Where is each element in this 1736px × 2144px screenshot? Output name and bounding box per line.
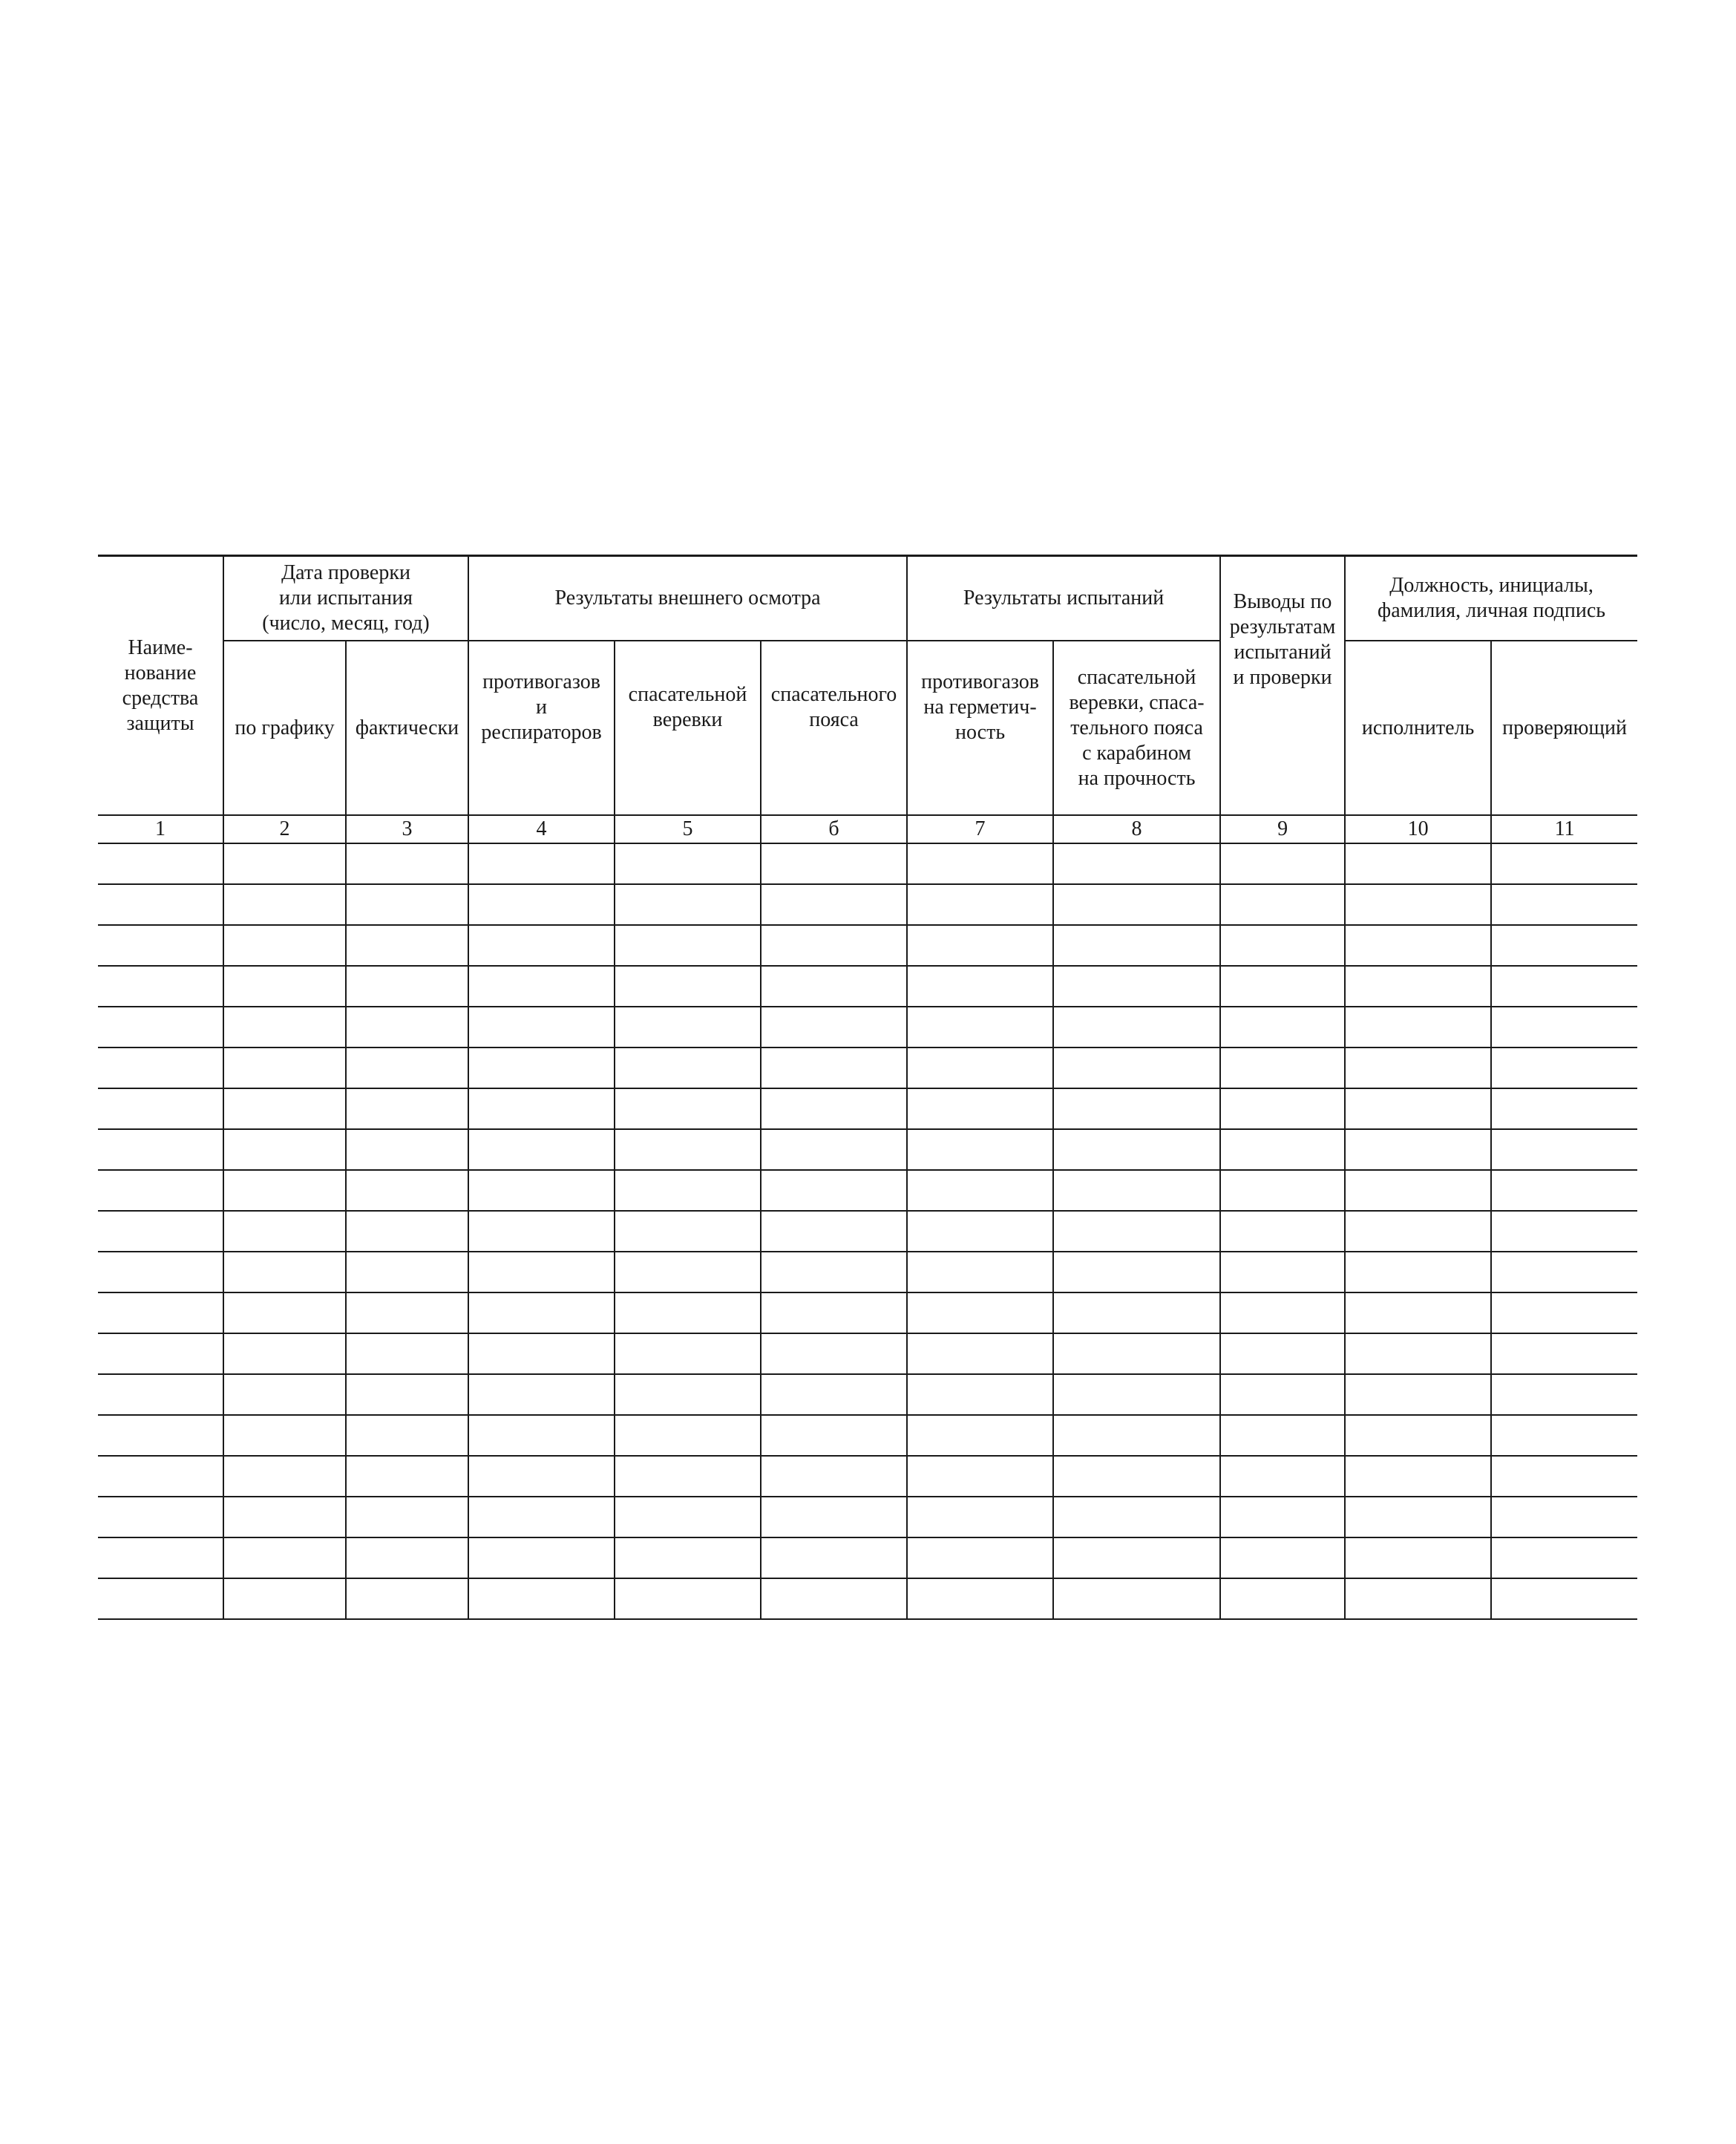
table-cell[interactable] [346, 884, 468, 925]
table-cell[interactable] [1053, 1415, 1220, 1456]
table-cell[interactable] [1053, 1129, 1220, 1170]
table-cell[interactable] [907, 843, 1053, 884]
inspection-log-sheet [98, 555, 1637, 1620]
table-row [98, 1456, 1637, 1497]
table-cell[interactable] [98, 1211, 223, 1252]
table-cell[interactable] [346, 1007, 468, 1048]
table-cell[interactable] [468, 1170, 615, 1211]
table-cell[interactable] [907, 1048, 1053, 1088]
inspection-log-table [98, 555, 1637, 1620]
table-cell[interactable] [907, 1374, 1053, 1415]
table-cell[interactable] [223, 1497, 346, 1537]
table-cell[interactable] [98, 843, 223, 884]
header-rescue-rope: спасательной веревки [615, 641, 761, 815]
table-cell[interactable] [223, 1537, 346, 1578]
table-cell[interactable] [1345, 1292, 1491, 1333]
column-number: 3 [346, 815, 468, 843]
table-cell[interactable] [1491, 1252, 1637, 1292]
table-cell[interactable] [1345, 1415, 1491, 1456]
table-cell[interactable] [346, 1292, 468, 1333]
table-cell[interactable] [615, 1497, 761, 1537]
table-cell[interactable] [761, 966, 907, 1007]
table-cell[interactable] [1053, 1007, 1220, 1048]
column-number: б [761, 815, 907, 843]
header-conclusions: Выводы по результатам испытаний и проверки [1220, 556, 1345, 816]
table-cell[interactable] [1053, 925, 1220, 966]
table-cell[interactable] [346, 1333, 468, 1374]
table-cell[interactable] [615, 1170, 761, 1211]
table-cell[interactable] [468, 1211, 615, 1252]
table-cell[interactable] [346, 966, 468, 1007]
table-cell[interactable] [1345, 1333, 1491, 1374]
table-cell[interactable] [468, 1292, 615, 1333]
column-number: 1 [98, 815, 223, 843]
table-cell[interactable] [1491, 884, 1637, 925]
table-cell[interactable] [1491, 1048, 1637, 1088]
table-cell[interactable] [223, 1578, 346, 1619]
table-cell[interactable] [615, 884, 761, 925]
column-number: 4 [468, 815, 615, 843]
table-cell[interactable] [615, 1048, 761, 1088]
table-cell[interactable] [907, 1456, 1053, 1497]
table-cell[interactable] [468, 1252, 615, 1292]
table-cell[interactable] [1220, 1415, 1345, 1456]
table-cell[interactable] [346, 1537, 468, 1578]
table-cell[interactable] [1220, 1537, 1345, 1578]
table-cell[interactable] [1345, 1129, 1491, 1170]
table-cell[interactable] [761, 1252, 907, 1292]
table-cell[interactable] [1220, 1374, 1345, 1415]
table-cell[interactable] [1345, 1252, 1491, 1292]
column-number: 11 [1491, 815, 1637, 843]
table-cell[interactable] [615, 925, 761, 966]
table-cell[interactable] [615, 966, 761, 1007]
table-cell[interactable] [1053, 884, 1220, 925]
table-cell[interactable] [1053, 1374, 1220, 1415]
table-cell[interactable] [907, 966, 1053, 1007]
header-rope-belt-strength: спасательной веревки, спаса- тельного пояса с карабином на прочность [1053, 641, 1220, 815]
table-cell[interactable] [907, 1252, 1053, 1292]
table-cell[interactable] [1053, 1088, 1220, 1129]
table-cell[interactable] [98, 1007, 223, 1048]
table-cell[interactable] [761, 1415, 907, 1456]
table-row [98, 1088, 1637, 1129]
table-cell[interactable] [1220, 884, 1345, 925]
table-row [98, 1170, 1637, 1211]
table-cell[interactable] [1345, 966, 1491, 1007]
table-cell[interactable] [468, 1333, 615, 1374]
column-number: 7 [907, 815, 1053, 843]
table-cell[interactable] [761, 1170, 907, 1211]
table-cell[interactable] [1220, 1578, 1345, 1619]
table-cell[interactable] [468, 1415, 615, 1456]
header-actual: фактически [346, 641, 468, 815]
table-cell[interactable] [1491, 1088, 1637, 1129]
table-cell[interactable] [1053, 1333, 1220, 1374]
table-cell[interactable] [223, 1129, 346, 1170]
table-cell[interactable] [761, 1129, 907, 1170]
table-cell[interactable] [346, 1497, 468, 1537]
table-cell[interactable] [98, 884, 223, 925]
table-cell[interactable] [1491, 1007, 1637, 1048]
table-cell[interactable] [1491, 1333, 1637, 1374]
header-row-1 [98, 556, 1637, 641]
table-cell[interactable] [223, 1374, 346, 1415]
table-row [98, 1129, 1637, 1170]
table-cell[interactable] [1053, 1170, 1220, 1211]
table-cell[interactable] [346, 1456, 468, 1497]
table-row [98, 884, 1637, 925]
table-cell[interactable] [1491, 843, 1637, 884]
table-cell[interactable] [615, 1333, 761, 1374]
table-row [98, 1333, 1637, 1374]
table-cell[interactable] [761, 1088, 907, 1129]
table-cell[interactable] [223, 884, 346, 925]
table-cell[interactable] [1053, 843, 1220, 884]
table-cell[interactable] [1053, 1537, 1220, 1578]
table-cell[interactable] [223, 1007, 346, 1048]
table-cell[interactable] [1220, 1088, 1345, 1129]
table-cell[interactable] [1220, 1292, 1345, 1333]
table-row [98, 1537, 1637, 1578]
table-cell[interactable] [907, 1415, 1053, 1456]
table-cell[interactable] [468, 1456, 615, 1497]
table-cell[interactable] [907, 1292, 1053, 1333]
header-signature-group: Должность, инициалы, фамилия, личная подпись [1345, 556, 1637, 641]
table-cell[interactable] [1345, 1211, 1491, 1252]
table-cell[interactable] [1491, 1170, 1637, 1211]
table-cell[interactable] [761, 1048, 907, 1088]
table-cell[interactable] [615, 1415, 761, 1456]
table-cell[interactable] [223, 925, 346, 966]
table-cell[interactable] [468, 1497, 615, 1537]
table-cell[interactable] [98, 1415, 223, 1456]
column-number: 10 [1345, 815, 1491, 843]
table-cell[interactable] [761, 1333, 907, 1374]
table-cell[interactable] [761, 1292, 907, 1333]
table-cell[interactable] [223, 1252, 346, 1292]
table-cell[interactable] [468, 925, 615, 966]
table-cell[interactable] [468, 1374, 615, 1415]
column-number: 9 [1220, 815, 1345, 843]
table-cell[interactable] [907, 1007, 1053, 1048]
column-number: 2 [223, 815, 346, 843]
table-cell[interactable] [761, 1211, 907, 1252]
table-cell[interactable] [1345, 843, 1491, 884]
table-cell[interactable] [1491, 1211, 1637, 1252]
table-cell[interactable] [1053, 1048, 1220, 1088]
table-cell[interactable] [1220, 843, 1345, 884]
table-cell[interactable] [223, 843, 346, 884]
table-cell[interactable] [1220, 925, 1345, 966]
table-cell[interactable] [615, 1211, 761, 1252]
table-cell[interactable] [1220, 1497, 1345, 1537]
table-cell[interactable] [1220, 1456, 1345, 1497]
table-cell[interactable] [468, 1129, 615, 1170]
table-cell[interactable] [1345, 1456, 1491, 1497]
table-cell[interactable] [907, 1578, 1053, 1619]
header-by-schedule: по графику [223, 641, 346, 815]
table-cell[interactable] [761, 925, 907, 966]
table-cell[interactable] [98, 1129, 223, 1170]
table-cell[interactable] [1220, 1333, 1345, 1374]
table-cell[interactable] [907, 1333, 1053, 1374]
table-cell[interactable] [98, 1170, 223, 1211]
header-reviewer: проверяющий [1491, 641, 1637, 815]
table-cell[interactable] [1220, 1048, 1345, 1088]
table-cell[interactable] [223, 1415, 346, 1456]
table-cell[interactable] [468, 843, 615, 884]
table-cell[interactable] [346, 1374, 468, 1415]
table-cell[interactable] [761, 1007, 907, 1048]
table-cell[interactable] [1053, 966, 1220, 1007]
table-cell[interactable] [1053, 1211, 1220, 1252]
table-cell[interactable] [761, 843, 907, 884]
header-row-2 [98, 641, 1637, 815]
table-row [98, 1497, 1637, 1537]
table-cell[interactable] [761, 1374, 907, 1415]
table-cell[interactable] [1220, 1007, 1345, 1048]
table-cell[interactable] [615, 1456, 761, 1497]
table-cell[interactable] [1053, 1292, 1220, 1333]
table-cell[interactable] [907, 1497, 1053, 1537]
table-cell[interactable] [1491, 1456, 1637, 1497]
table-cell[interactable] [346, 1088, 468, 1129]
table-cell[interactable] [1345, 1007, 1491, 1048]
table-cell[interactable] [346, 843, 468, 884]
table-cell[interactable] [98, 1456, 223, 1497]
table-cell[interactable] [615, 1252, 761, 1292]
table-row [98, 1415, 1637, 1456]
table-cell[interactable] [761, 1578, 907, 1619]
table-cell[interactable] [1053, 1456, 1220, 1497]
table-cell[interactable] [346, 1129, 468, 1170]
table-cell[interactable] [1491, 1415, 1637, 1456]
table-cell[interactable] [907, 1129, 1053, 1170]
table-cell[interactable] [1220, 1170, 1345, 1211]
table-cell[interactable] [468, 1537, 615, 1578]
table-cell[interactable] [98, 1252, 223, 1292]
header-gas-mask-tightness: противогазов на герметич- ность [907, 641, 1053, 815]
table-cell[interactable] [223, 1048, 346, 1088]
table-cell[interactable] [907, 925, 1053, 966]
table-row [98, 1374, 1637, 1415]
table-cell[interactable] [468, 884, 615, 925]
table-cell[interactable] [98, 1048, 223, 1088]
table-cell[interactable] [1491, 1578, 1637, 1619]
table-row [98, 966, 1637, 1007]
table-cell[interactable] [98, 966, 223, 1007]
table-cell[interactable] [1491, 925, 1637, 966]
table-cell[interactable] [1345, 1537, 1491, 1578]
header-visual-inspection-group: Результаты внешнего осмотра [468, 556, 907, 641]
table-cell[interactable] [1345, 1048, 1491, 1088]
table-row [98, 843, 1637, 884]
table-cell[interactable] [223, 1211, 346, 1252]
table-cell[interactable] [98, 1088, 223, 1129]
table-cell[interactable] [615, 1007, 761, 1048]
table-cell[interactable] [346, 1578, 468, 1619]
header-test-results-group: Результаты испытаний [907, 556, 1220, 641]
table-cell[interactable] [98, 1333, 223, 1374]
table-cell[interactable] [223, 1292, 346, 1333]
header-executor: исполнитель [1345, 641, 1491, 815]
table-cell[interactable] [615, 1537, 761, 1578]
table-cell[interactable] [615, 1129, 761, 1170]
table-cell[interactable] [1491, 1292, 1637, 1333]
header-item-name: Наиме- нование средства защиты [98, 556, 223, 816]
header-date-group: Дата проверки или испытания (число, месяц, год) [223, 556, 468, 641]
table-cell[interactable] [1220, 1252, 1345, 1292]
table-cell[interactable] [1220, 966, 1345, 1007]
table-cell[interactable] [98, 1578, 223, 1619]
table-cell[interactable] [1491, 1537, 1637, 1578]
table-cell[interactable] [761, 884, 907, 925]
table-cell[interactable] [1053, 1252, 1220, 1292]
table-cell[interactable] [615, 1292, 761, 1333]
table-cell[interactable] [1345, 1578, 1491, 1619]
table-cell[interactable] [1220, 1211, 1345, 1252]
table-cell[interactable] [615, 1374, 761, 1415]
table-cell[interactable] [346, 1415, 468, 1456]
table-cell[interactable] [907, 1211, 1053, 1252]
table-cell[interactable] [615, 1088, 761, 1129]
table-row [98, 1211, 1637, 1252]
table-cell[interactable] [1491, 1129, 1637, 1170]
table-cell[interactable] [1345, 1170, 1491, 1211]
column-number-row [98, 815, 1637, 843]
table-cell[interactable] [98, 1497, 223, 1537]
table-cell[interactable] [468, 1048, 615, 1088]
table-row [98, 1252, 1637, 1292]
table-cell[interactable] [1345, 1497, 1491, 1537]
table-cell[interactable] [761, 1456, 907, 1497]
table-cell[interactable] [1053, 1578, 1220, 1619]
table-cell[interactable] [98, 1292, 223, 1333]
table-cell[interactable] [907, 1537, 1053, 1578]
table-cell[interactable] [223, 1088, 346, 1129]
table-cell[interactable] [1220, 1129, 1345, 1170]
table-cell[interactable] [346, 1170, 468, 1211]
table-cell[interactable] [1491, 1374, 1637, 1415]
table-cell[interactable] [468, 966, 615, 1007]
table-cell[interactable] [346, 1252, 468, 1292]
table-cell[interactable] [223, 1170, 346, 1211]
table-cell[interactable] [468, 1007, 615, 1048]
table-cell[interactable] [223, 1456, 346, 1497]
table-cell[interactable] [1345, 1374, 1491, 1415]
table-cell[interactable] [615, 1578, 761, 1619]
table-cell[interactable] [98, 925, 223, 966]
column-number: 5 [615, 815, 761, 843]
column-number: 8 [1053, 815, 1220, 843]
table-cell[interactable] [346, 1211, 468, 1252]
table-cell[interactable] [98, 1537, 223, 1578]
header-gas-masks-respirators: противогазов и респираторов [468, 641, 615, 815]
table-cell[interactable] [1053, 1497, 1220, 1537]
table-cell[interactable] [615, 843, 761, 884]
table-cell[interactable] [223, 1333, 346, 1374]
table-cell[interactable] [1345, 1088, 1491, 1129]
table-cell[interactable] [1345, 925, 1491, 966]
table-cell[interactable] [907, 1088, 1053, 1129]
table-cell[interactable] [1491, 1497, 1637, 1537]
table-row [98, 1292, 1637, 1333]
table-cell[interactable] [907, 1170, 1053, 1211]
table-cell[interactable] [468, 1088, 615, 1129]
table-cell[interactable] [1345, 884, 1491, 925]
table-row [98, 1007, 1637, 1048]
table-cell[interactable] [761, 1537, 907, 1578]
table-cell[interactable] [346, 1048, 468, 1088]
table-cell[interactable] [761, 1497, 907, 1537]
table-cell[interactable] [346, 925, 468, 966]
header-rescue-belt: спасательного пояса [761, 641, 907, 815]
table-row [98, 925, 1637, 966]
table-cell[interactable] [907, 884, 1053, 925]
table-cell[interactable] [468, 1578, 615, 1619]
table-row [98, 1578, 1637, 1619]
table-row [98, 1048, 1637, 1088]
table-cell[interactable] [1491, 966, 1637, 1007]
table-cell[interactable] [98, 1374, 223, 1415]
table-cell[interactable] [223, 966, 346, 1007]
